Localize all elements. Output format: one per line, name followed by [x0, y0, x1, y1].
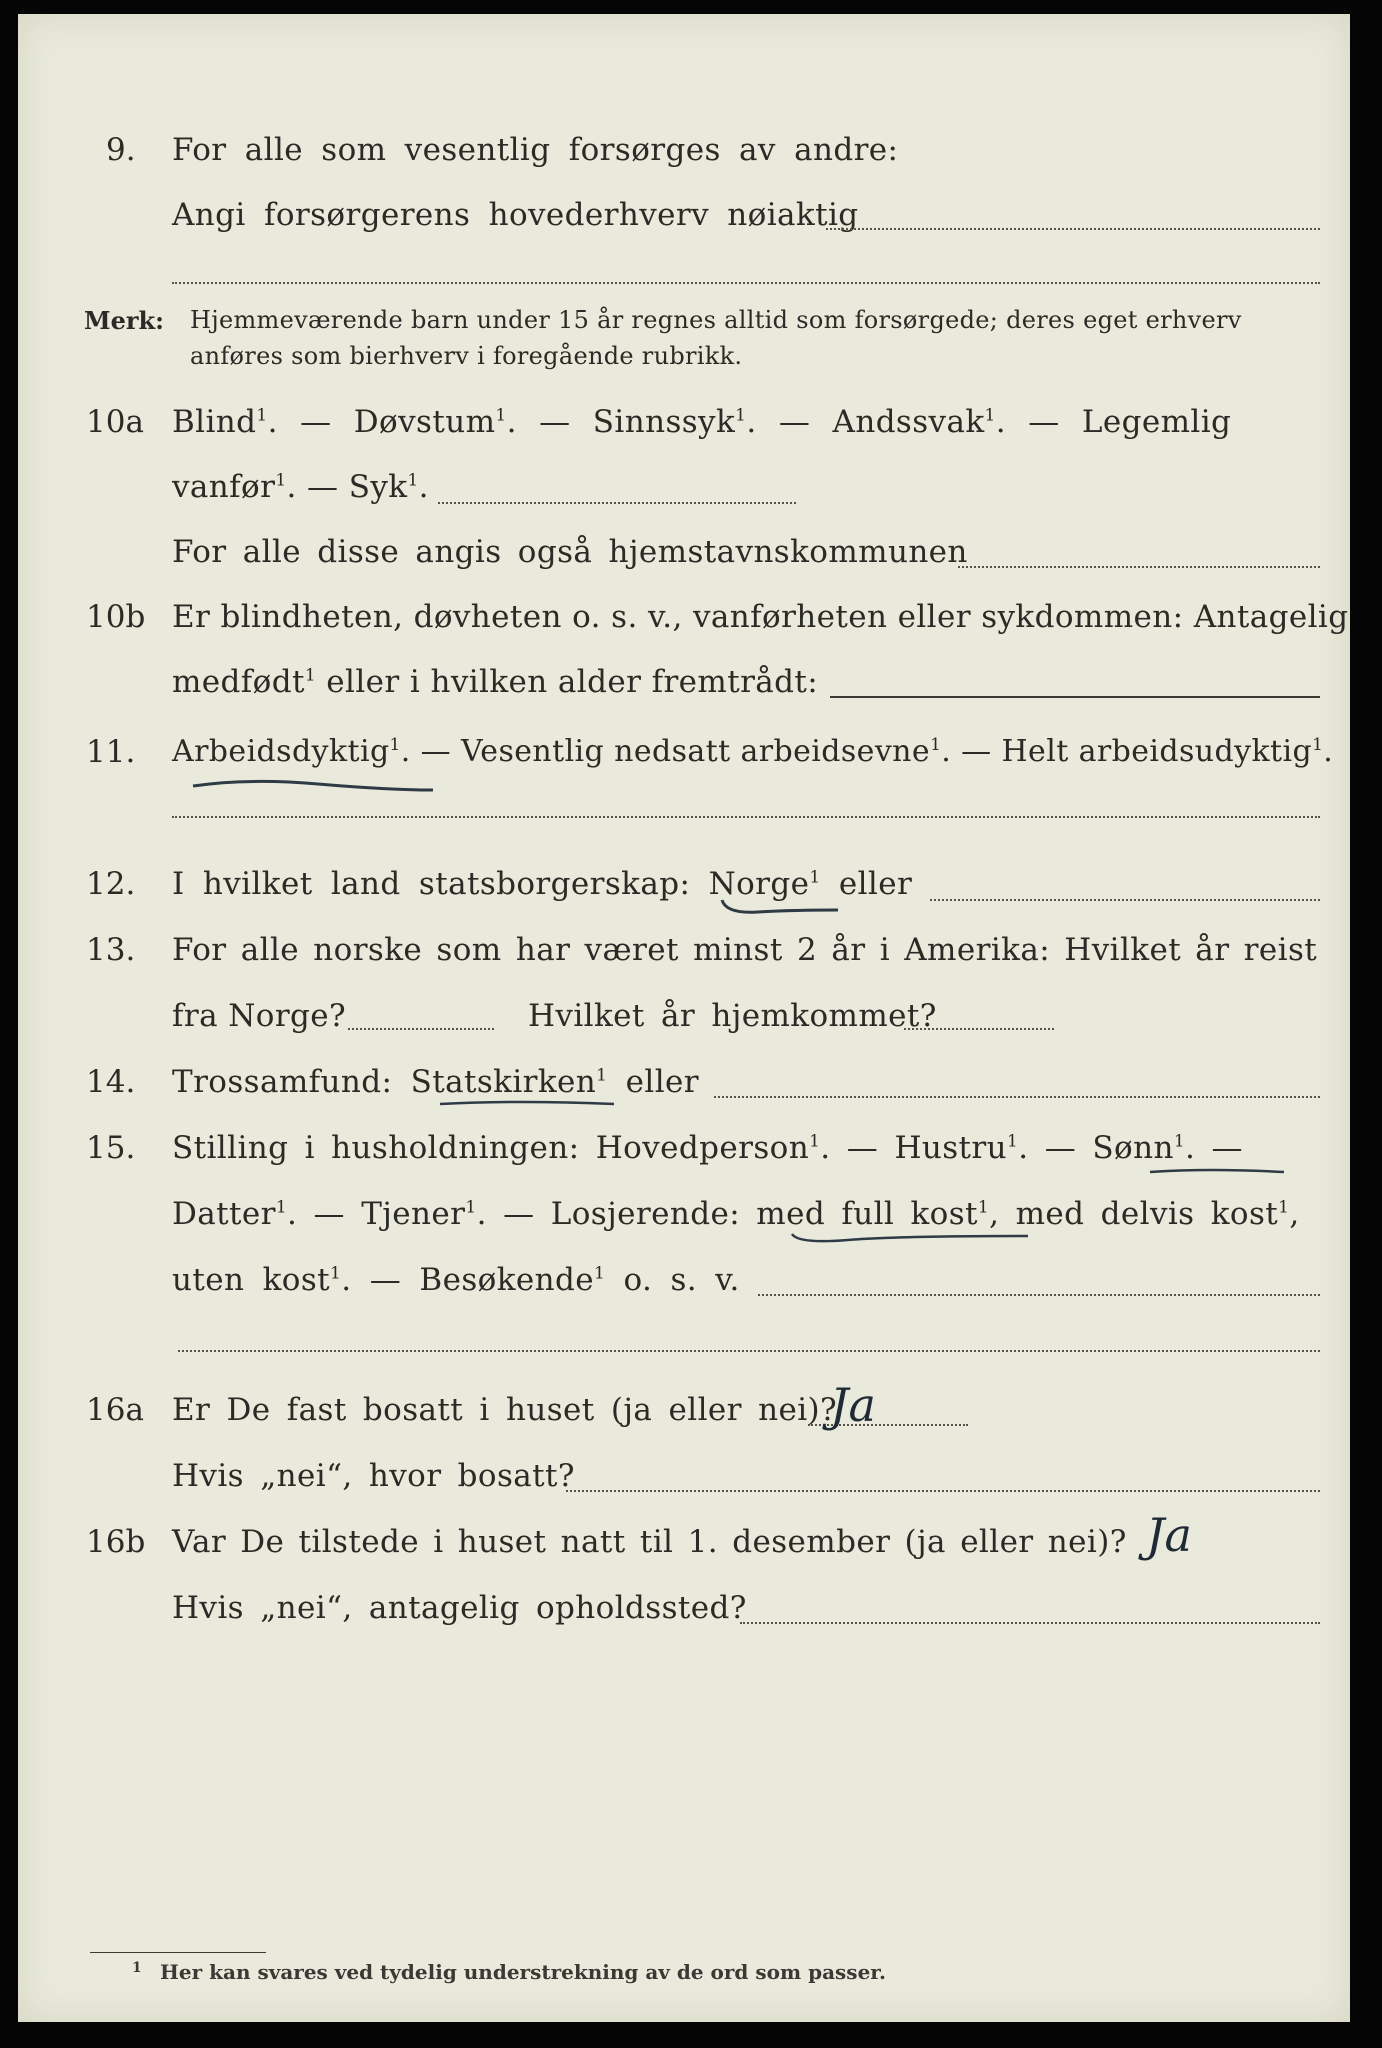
- q16a-handwritten-answer: Ja: [830, 1378, 876, 1432]
- q16b-line1: Var De tilstede i huset natt til 1. desember (ja eller nei)?: [172, 1524, 1127, 1560]
- census-form-page: [18, 14, 1350, 2022]
- q11-handwritten-underline: [188, 774, 438, 804]
- footnote-marker: 1: [132, 1960, 142, 1976]
- q13-hjemkommet-answer-line: [904, 1028, 1054, 1030]
- q9-line1: For alle som vesentlig forsørges av andre:: [172, 132, 899, 168]
- item-number-11: 11.: [86, 734, 136, 770]
- q12-answer-line: [930, 899, 1320, 901]
- q14-handwritten-underline: [438, 1094, 618, 1114]
- item-number-14: 14.: [86, 1064, 136, 1100]
- q9-answer-line: [826, 228, 1320, 230]
- q9-line2: Angi forsørgerens hovederhverv nøiaktig: [172, 197, 859, 233]
- item-number-13: 13.: [86, 932, 136, 968]
- q16b-handwritten-answer: Ja: [1146, 1508, 1192, 1562]
- q16a-bosatt-answer-line: [566, 1490, 1320, 1492]
- q15-line1: Stilling i husholdningen: Hovedperson$^1$. — Hustru$^1$. — Sønn$^1$. —: [172, 1130, 1243, 1166]
- merk-line1: Hjemmeværende barn under 15 år regnes alltid som forsørgede; deres eget erhverv: [190, 306, 1242, 334]
- item-number-12: 12.: [86, 866, 136, 902]
- merk-label: Merk:: [84, 306, 164, 335]
- q10a-line2: vanfør$^1$. — Syk$^1$.: [172, 469, 429, 505]
- q12-line: I hvilket land statsborgerskap: Norge$^1$ eller: [172, 866, 913, 902]
- q10b-line1: Er blindheten, døvheten o. s. v., vanførheten eller sykdommen: Antagelig: [172, 599, 1349, 635]
- q10a-line1: Blind$^1$. — Døvstum$^1$. — Sinnssyk$^1$. — Andssvak$^1$. — Legemlig: [172, 404, 1232, 440]
- q10a-syk-answer-line: [438, 502, 796, 504]
- q15-line2: Datter$^1$. — Tjener$^1$. — Losjerende: med full kost$^1$, med delvis kost$^1$,: [172, 1196, 1300, 1232]
- footnote-rule: [90, 1952, 266, 1953]
- q15-answer-line-2: [178, 1350, 1320, 1352]
- item-number-15: 15.: [86, 1130, 136, 1166]
- footnote-text: Her kan svares ved tydelig understrekning av de ord som passer.: [160, 1960, 886, 1984]
- q13-line2-a: fra Norge?: [172, 998, 347, 1034]
- q16b-opholdssted-answer-line: [740, 1622, 1320, 1624]
- q13-line1: For alle norske som har været minst 2 år i Amerika: Hvilket år reist: [172, 932, 1318, 968]
- q10a-hjemstavn-answer-line: [958, 566, 1320, 568]
- q15-full-kost-underline: [788, 1226, 1038, 1248]
- q9-answer-line-2: [172, 282, 1320, 284]
- q14-answer-line: [714, 1096, 1320, 1098]
- q10b-answer-line: [830, 696, 1320, 698]
- q12-handwritten-underline: [718, 894, 848, 924]
- q15-answer-line: [758, 1294, 1320, 1296]
- q10a-line3: For alle disse angis også hjemstavnskommunen: [172, 534, 968, 570]
- q11-answer-line: [172, 816, 1320, 818]
- q15-sonn-underline: [1148, 1162, 1288, 1182]
- item-number-10b: 10b: [86, 599, 146, 635]
- item-number-9: 9.: [106, 132, 136, 168]
- q13-reist-answer-line: [348, 1028, 494, 1030]
- q16a-line1: Er De fast bosatt i huset (ja eller nei)?: [172, 1392, 838, 1428]
- q11-line: Arbeidsdyktig$^1$. — Vesentlig nedsatt arbeidsevne$^1$. — Helt arbeidsudyktig$^1$.: [172, 734, 1334, 769]
- q16b-line2: Hvis „nei“, antagelig opholdssted?: [172, 1590, 747, 1626]
- q13-line2-b: Hvilket år hjemkommet?: [528, 998, 937, 1034]
- merk-line2: anføres som bierhverv i foregående rubrikk.: [190, 342, 743, 370]
- q16a-line2: Hvis „nei“, hvor bosatt?: [172, 1458, 575, 1494]
- q14-line: Trossamfund: Statskirken$^1$ eller: [172, 1064, 699, 1100]
- item-number-16b: 16b: [86, 1524, 146, 1560]
- item-number-16a: 16a: [86, 1392, 144, 1428]
- item-number-10a: 10a: [86, 404, 144, 440]
- q10b-line2: medfødt$^1$ eller i hvilken alder fremtrådt:: [172, 664, 819, 700]
- q15-line3: uten kost$^1$. — Besøkende$^1$ o. s. v.: [172, 1262, 740, 1298]
